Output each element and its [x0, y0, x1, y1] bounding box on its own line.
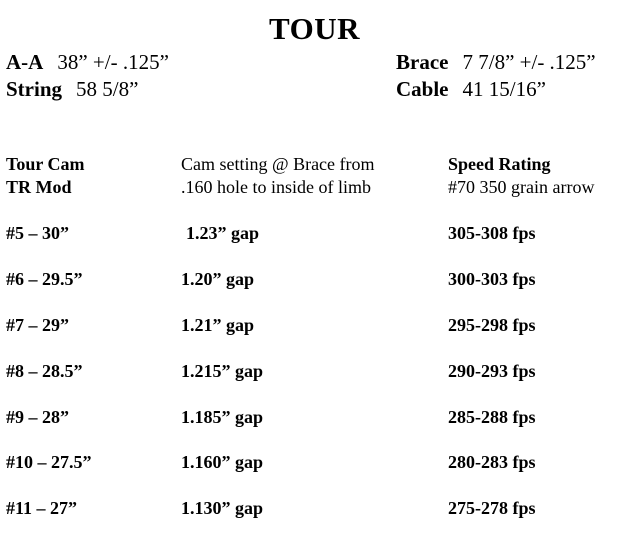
header-col3-line2: #70 350 grain arrow	[448, 177, 595, 197]
spec-brace-value: 7 7/8” +/- .125”	[462, 50, 596, 74]
row-speed-5: 280-283 fps	[448, 452, 536, 472]
row-speed-1: 300-303 fps	[448, 269, 536, 289]
header-col2-line2: .160 hole to inside of limb	[181, 177, 371, 197]
row-speed-6: 275-278 fps	[448, 498, 536, 518]
spec-aa-label: A-A	[6, 50, 44, 74]
row-gap-3: 1.215” gap	[181, 361, 264, 381]
spec-cable	[396, 77, 546, 102]
row-speed-0: 305-308 fps	[448, 223, 536, 243]
row-cam-5: #10 – 27.5”	[6, 452, 92, 472]
page-title: TOUR	[268, 11, 360, 46]
row-cam-1: #6 – 29.5”	[6, 269, 83, 289]
row-gap-5: 1.160” gap	[181, 452, 264, 472]
row-speed-4: 285-288 fps	[448, 407, 536, 427]
spec-string	[6, 77, 138, 102]
row-gap-1: 1.20” gap	[181, 269, 255, 289]
header-col1-line1: Tour Cam	[6, 154, 85, 174]
header-col3	[448, 153, 594, 199]
spec-cable-value: 41 15/16”	[462, 77, 546, 101]
spec-string-value: 58 5/8”	[76, 77, 139, 101]
row-speed-2: 295-298 fps	[448, 315, 536, 335]
header-col1-line2: TR Mod	[6, 177, 72, 197]
row-gap-0: 1.23” gap	[186, 223, 260, 243]
row-gap-2: 1.21” gap	[181, 315, 255, 335]
row-gap-6: 1.130” gap	[181, 498, 264, 518]
spec-aa-value: 38” +/- .125”	[57, 50, 169, 74]
row-cam-2: #7 – 29”	[6, 315, 69, 335]
spec-brace-label: Brace	[396, 50, 449, 74]
spec-brace	[396, 50, 596, 75]
spec-cable-label: Cable	[396, 77, 449, 101]
header-col2	[181, 153, 375, 199]
row-cam-3: #8 – 28.5”	[6, 361, 83, 381]
spec-string-label: String	[6, 77, 63, 101]
header-col1	[6, 153, 85, 199]
header-col3-line1: Speed Rating	[448, 154, 551, 174]
row-cam-0: #5 – 30”	[6, 223, 69, 243]
row-speed-3: 290-293 fps	[448, 361, 536, 381]
row-gap-4: 1.185” gap	[181, 407, 264, 427]
header-col2-line1: Cam setting @ Brace from	[181, 154, 375, 174]
row-cam-6: #11 – 27”	[6, 498, 78, 518]
spec-aa	[6, 50, 169, 75]
row-cam-4: #9 – 28”	[6, 407, 69, 427]
